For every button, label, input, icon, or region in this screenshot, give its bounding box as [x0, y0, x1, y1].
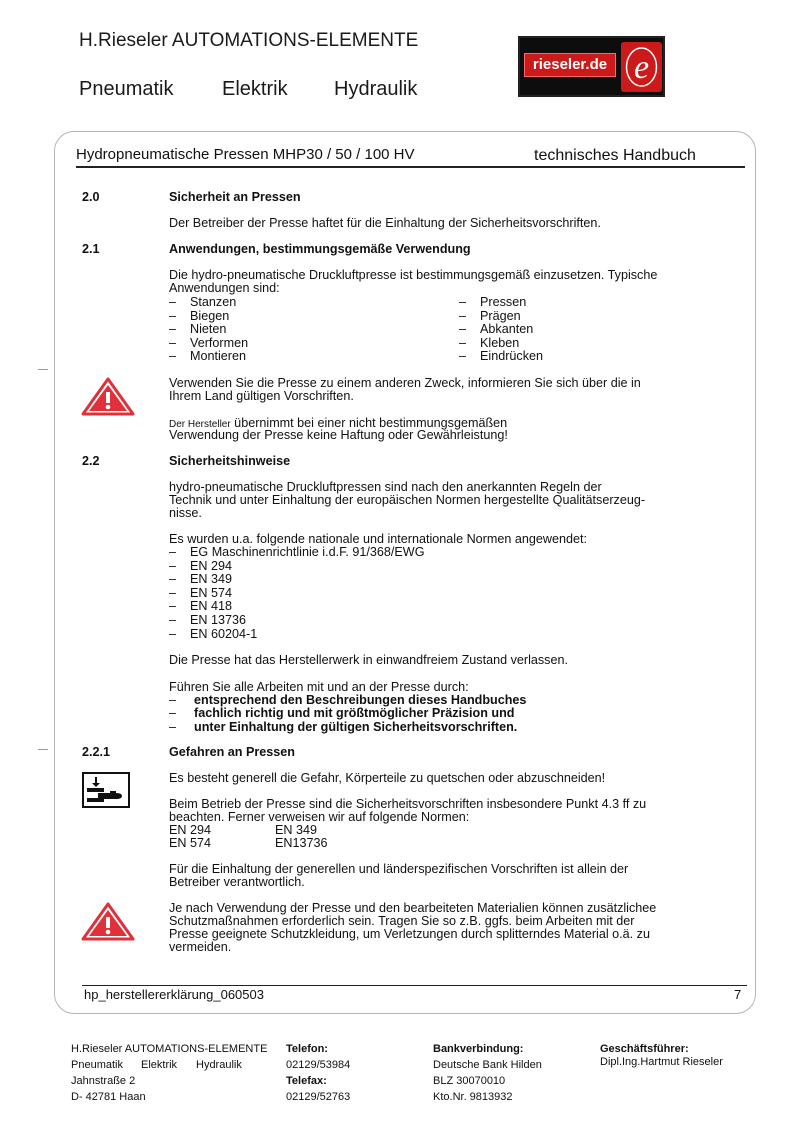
hand-crush-hazard-icon: [82, 772, 130, 808]
division-hydraulik: Hydraulik: [334, 78, 418, 100]
footer-company-name: H.Rieseler AUTOMATIONS-ELEMENTE: [71, 1043, 268, 1055]
bank-blz: BLZ 30070010: [433, 1075, 506, 1087]
section-heading: Sicherheitshinweise: [169, 454, 291, 468]
logo-text: rieseler.de: [524, 53, 616, 77]
bank-account: Kto.Nr. 9813932: [433, 1091, 513, 1103]
division-pneumatik: Pneumatik: [79, 78, 174, 100]
list-dash: –: [169, 322, 177, 336]
list-dash: –: [169, 693, 177, 707]
requirement-item: fachlich richtig und mit größtmöglicher Präzision und: [194, 706, 515, 720]
margin-mark: [38, 749, 48, 750]
company-title: H.Rieseler AUTOMATIONS-ELEMENTE: [79, 30, 419, 51]
list-dash: –: [169, 599, 177, 613]
list-dash: –: [459, 295, 467, 309]
paragraph: Der Betreiber der Presse haftet für die Einhaltung der Sicherheitsvorschriften.: [169, 216, 601, 230]
list-item: Montieren: [190, 349, 247, 363]
footer-rule: [82, 985, 747, 986]
warning-triangle-icon: [80, 376, 136, 416]
norm-item: EN 418: [190, 599, 233, 613]
norm-cell: EN 294: [169, 823, 212, 837]
header-rule: [76, 166, 745, 168]
phone-number: 02129/53984: [286, 1059, 351, 1071]
section-heading: Anwendungen, bestimmungsgemäße Verwendung: [169, 242, 471, 256]
section-heading: Sicherheit an Pressen: [169, 190, 301, 204]
list-item: Nieten: [190, 322, 227, 336]
footer-management: [600, 1041, 723, 1070]
liability-note: Verwendung der Presse keine Haftung oder Gewährleistung!: [169, 428, 508, 442]
paragraph-line: Schutzmaßnahmen erforderlich sein. Tragen Sie so z.B. ggfs. beim Arbeiten mit der: [169, 914, 635, 928]
section-heading: Gefahren an Pressen: [169, 745, 295, 759]
company-logo: [518, 36, 665, 97]
paragraph-line: Anwendungen sind:: [169, 281, 280, 295]
list-item: Biegen: [190, 309, 230, 323]
danger-text: Es besteht generell die Gefahr, Körperteile zu quetschen oder abzuschneiden!: [169, 771, 606, 785]
requirement-item: unter Einhaltung der gültigen Sicherheitsvorschriften.: [194, 720, 518, 734]
list-dash: –: [169, 706, 177, 720]
footer-company: [71, 1041, 267, 1105]
liability-text: übernimmt bei einer nicht bestimmungsgemäßen: [230, 416, 508, 430]
list-dash: –: [459, 336, 467, 350]
ceo-label: Geschäftsführer:: [600, 1043, 689, 1055]
paragraph-line: Führen Sie alle Arbeiten mit und an der Presse durch:: [169, 680, 469, 694]
norm-cell: EN 349: [275, 823, 318, 837]
list-dash: –: [169, 613, 177, 627]
footer-contact: [286, 1041, 350, 1105]
fax-label: Telefax:: [286, 1075, 327, 1087]
footer-city: D- 42781 Haan: [71, 1091, 146, 1103]
list-item: Eindrücken: [480, 349, 544, 363]
paragraph-line: beachten. Ferner verweisen wir auf folgende Normen:: [169, 810, 470, 824]
requirement-item: entsprechend den Beschreibungen dieses Handbuches: [194, 693, 527, 707]
warning-triangle-icon: [80, 901, 136, 941]
paragraph-line: Betreiber verantwortlich.: [169, 875, 305, 889]
list-dash: –: [169, 336, 177, 350]
phone-label: Telefon:: [286, 1043, 328, 1055]
list-dash: –: [459, 349, 467, 363]
list-dash: –: [169, 720, 177, 734]
footer-division: Hydraulik: [196, 1059, 242, 1071]
list-dash: –: [169, 309, 177, 323]
norm-item: EN 349: [190, 572, 233, 586]
document-type: technisches Handbuch: [534, 147, 696, 164]
paragraph-line: Presse geeignete Schutzkleidung, um Verletzungen durch splitterndes Material o.ä. zu: [169, 927, 650, 941]
warning-text: Verwenden Sie die Presse zu einem anderen Zweck, informieren Sie sich über die in: [169, 376, 641, 390]
list-dash: –: [459, 309, 467, 323]
section-number: 2.2.1: [82, 745, 111, 759]
norm-cell: EN13736: [275, 836, 328, 850]
list-dash: –: [169, 627, 177, 641]
document-title: Hydropneumatische Pressen MHP30 / 50 / 100 HV: [76, 146, 415, 163]
list-dash: –: [169, 572, 177, 586]
list-item: Abkanten: [480, 322, 534, 336]
section-number: 2.2: [82, 454, 100, 468]
paragraph-line: Beim Betrieb der Presse sind die Sicherheitsvorschriften insbesondere Punkt 4.3 ff zu: [169, 797, 647, 811]
paragraph-line: Technik und unter Einhaltung der europäischen Normen hergestellte Qualitätserzeug-: [169, 493, 646, 507]
division-elektrik: Elektrik: [222, 78, 288, 100]
section-number: 2.1: [82, 242, 100, 256]
norm-item: EN 13736: [190, 613, 247, 627]
norm-item: EN 294: [190, 559, 233, 573]
norm-item: EG Maschinenrichtlinie i.d.F. 91/368/EWG: [190, 545, 425, 559]
paragraph-line: hydro-pneumatische Druckluftpressen sind nach den anerkannten Regeln der: [169, 480, 602, 494]
footer-divisions: [71, 1057, 267, 1073]
paragraph-line: vermeiden.: [169, 940, 232, 954]
list-dash: –: [169, 586, 177, 600]
norm-cell: EN 574: [169, 836, 212, 850]
list-item: Pressen: [480, 295, 527, 309]
paragraph-line: Die Presse hat das Herstellerwerk in einwandfreiem Zustand verlassen.: [169, 653, 568, 667]
list-dash: –: [169, 545, 177, 559]
footer-division: Pneumatik: [71, 1059, 123, 1071]
page-number: 7: [734, 987, 742, 1002]
page-frame: [54, 131, 756, 1014]
list-item: Stanzen: [190, 295, 237, 309]
paragraph-line: Die hydro-pneumatische Druckluftpresse ist bestimmungsgemäß einzusetzen. Typische: [169, 268, 658, 282]
warning-text: Ihrem Land gültigen Vorschriften.: [169, 389, 354, 403]
list-dash: –: [459, 322, 467, 336]
manufacturer-label: Der Hersteller: [169, 419, 231, 430]
norm-item: EN 574: [190, 586, 233, 600]
document-reference: hp_herstellererklärung_060503: [84, 987, 264, 1002]
norm-item: EN 60204-1: [190, 627, 258, 641]
footer-bank: [433, 1041, 542, 1105]
paragraph-line: Je nach Verwendung der Presse und den bearbeiteten Materialien können zusätzlichee: [169, 901, 657, 915]
fax-number: 02129/52763: [286, 1091, 351, 1103]
footer-division: Elektrik: [141, 1059, 178, 1071]
list-item: Prägen: [480, 309, 521, 323]
footer-street: Jahnstraße 2: [71, 1075, 136, 1087]
bank-name: Deutsche Bank Hilden: [433, 1059, 542, 1071]
paragraph-line: Für die Einhaltung der generellen und länderspezifischen Vorschriften ist allein der: [169, 862, 629, 876]
ceo-name: Dipl.Ing.Hartmut Rieseler: [600, 1056, 723, 1068]
list-item: Verformen: [190, 336, 249, 350]
bank-label: Bankverbindung:: [433, 1043, 524, 1055]
logo-letter: e: [633, 49, 650, 86]
section-number: 2.0: [82, 190, 100, 204]
list-dash: –: [169, 349, 177, 363]
list-dash: –: [169, 295, 177, 309]
list-dash: –: [169, 559, 177, 573]
paragraph-line: Es wurden u.a. folgende nationale und internationale Normen angewendet:: [169, 532, 587, 546]
paragraph-line: nisse.: [169, 506, 202, 520]
margin-mark: [38, 369, 48, 370]
list-item: Kleben: [480, 336, 520, 350]
logo-e-icon: [621, 42, 662, 92]
